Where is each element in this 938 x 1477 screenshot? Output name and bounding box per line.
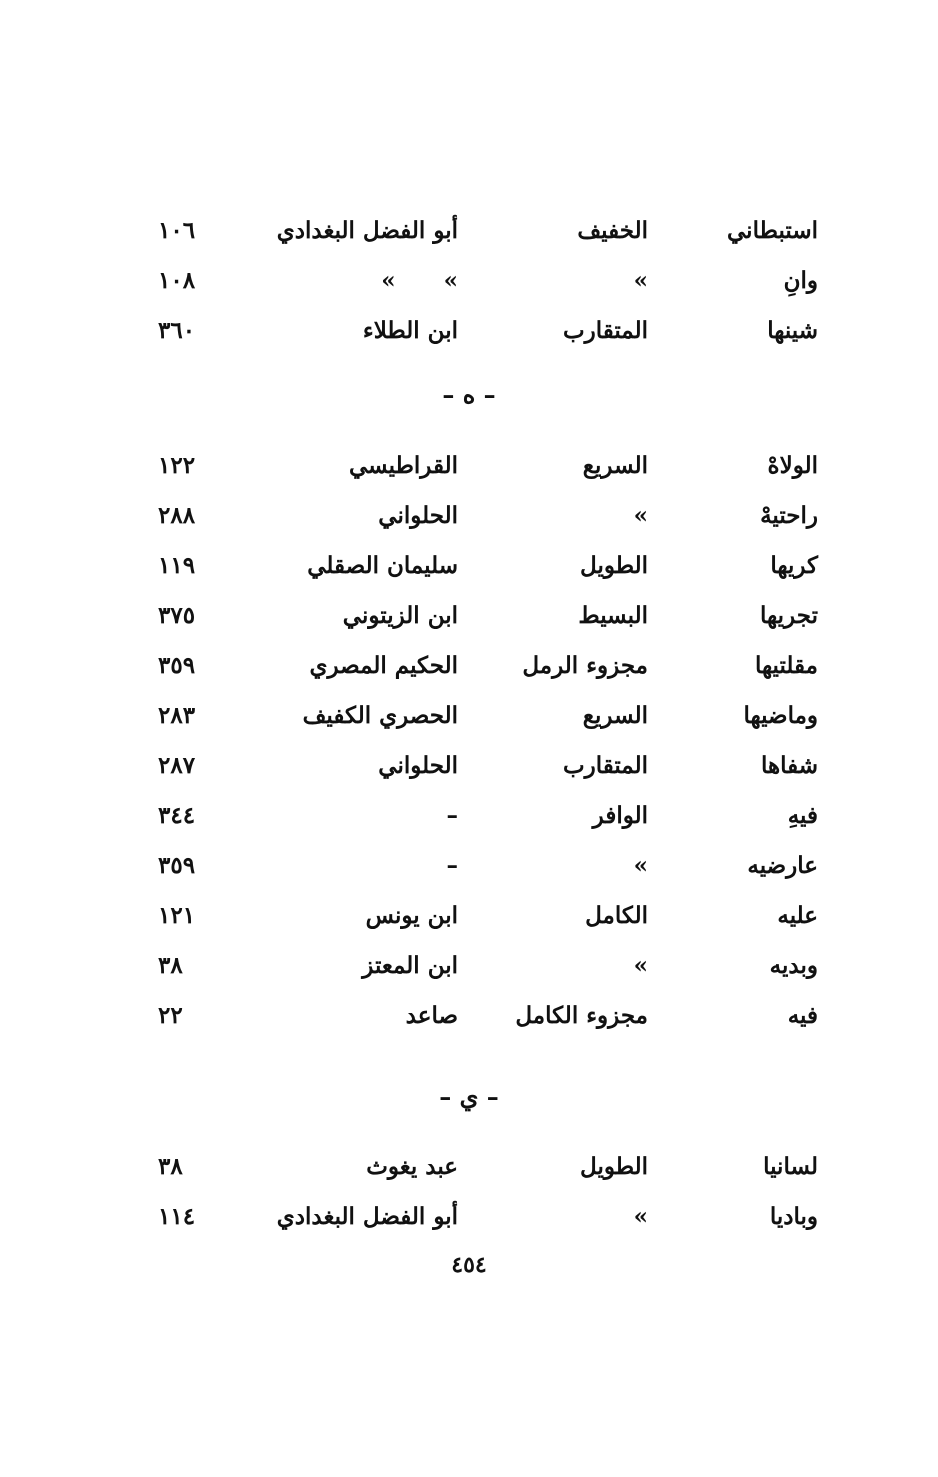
meter: المتقارب <box>562 752 648 779</box>
rhyme-word: عليه <box>777 902 818 929</box>
meter: الطويل <box>580 1153 648 1180</box>
table-row <box>0 306 938 356</box>
poet: ابن الزيتوني <box>342 602 458 629</box>
meter: » <box>633 502 648 529</box>
poet: سليمان الصقلي <box>307 552 458 579</box>
page-ref: ١٠٨ <box>158 267 196 294</box>
index-section-2 <box>0 441 938 1041</box>
poet: ابن الطلاء <box>362 317 458 344</box>
poet: القراطيسي <box>348 452 458 479</box>
table-row <box>0 941 938 991</box>
table-row <box>0 1142 938 1192</box>
meter: الخفيف <box>577 217 648 244</box>
rhyme-word: استبطاني <box>727 217 818 244</box>
poet: الحلواني <box>378 502 458 529</box>
rhyme-word: وانِ <box>783 267 818 294</box>
rhyme-word: فيهِ <box>787 802 818 829</box>
poet: أبو الفضل البغدادي <box>276 217 458 244</box>
page-ref: ١٢٢ <box>158 452 196 479</box>
poet: الحصري الكفيف <box>302 702 458 729</box>
table-row <box>0 441 938 491</box>
rhyme-word: الولاهْ <box>767 452 818 479</box>
rhyme-word: وباديا <box>769 1203 818 1230</box>
table-row <box>0 1192 938 1242</box>
table-row <box>0 841 938 891</box>
meter: مجزوء الكامل <box>515 1002 648 1029</box>
table-row <box>0 591 938 641</box>
page-ref: ٢٨٣ <box>158 702 196 729</box>
table-row <box>0 641 938 691</box>
meter: الوافر <box>592 802 648 829</box>
rhyme-word: لسانيا <box>763 1153 818 1180</box>
rhyme-word: شينها <box>767 317 818 344</box>
section-heading-ha: – ه – <box>442 380 496 409</box>
poet: ابن يونس <box>365 902 458 929</box>
page-ref: ٣٨ <box>158 952 183 979</box>
meter: البسيط <box>578 602 648 629</box>
meter: » <box>633 852 648 879</box>
poet: – <box>446 852 458 879</box>
page-ref: ١١٩ <box>158 552 196 579</box>
page-ref: ٣٦٠ <box>158 317 196 344</box>
meter: السريع <box>582 702 648 729</box>
poet: صاعد <box>405 1002 458 1029</box>
page-ref: ٣٨ <box>158 1153 183 1180</box>
page-ref: ٢٨٨ <box>158 502 196 529</box>
meter: المتقارب <box>562 317 648 344</box>
table-row <box>0 891 938 941</box>
page-ref: ٢٨٧ <box>158 752 196 779</box>
rhyme-word: عارضيه <box>747 852 818 879</box>
rhyme-word: كريها <box>770 552 818 579</box>
page-ref: ٣٥٩ <box>158 652 196 679</box>
table-row <box>0 541 938 591</box>
meter: مجزوء الرمل <box>522 652 648 679</box>
page-ref: ٣٤٤ <box>158 802 196 829</box>
poet: عبد يغوث <box>366 1153 458 1180</box>
poet: » » <box>381 267 458 294</box>
rhyme-word: تجريها <box>760 602 818 629</box>
page-ref: ١١٤ <box>158 1203 196 1230</box>
meter: » <box>633 952 648 979</box>
page-ref: ٣٧٥ <box>158 602 196 629</box>
rhyme-word: مقلتيها <box>754 652 818 679</box>
table-row <box>0 256 938 306</box>
poet: أبو الفضل البغدادي <box>276 1203 458 1230</box>
page-ref: ٣٥٩ <box>158 852 196 879</box>
table-row <box>0 791 938 841</box>
rhyme-word: وبديه <box>769 952 818 979</box>
section-heading-ya: – ي – <box>439 1082 499 1111</box>
table-row <box>0 491 938 541</box>
meter: » <box>633 1203 648 1230</box>
table-row <box>0 991 938 1041</box>
table-row <box>0 206 938 256</box>
meter: » <box>633 267 648 294</box>
table-row <box>0 691 938 741</box>
rhyme-word: راحتيهْ <box>760 502 818 529</box>
rhyme-word: فيه <box>787 1002 818 1029</box>
page-ref: ١٠٦ <box>158 217 196 244</box>
index-section-3 <box>0 1142 938 1242</box>
meter: الطويل <box>580 552 648 579</box>
rhyme-word: شفاها <box>760 752 818 779</box>
page-ref: ١٢١ <box>158 902 196 929</box>
poet: الحلواني <box>378 752 458 779</box>
meter: السريع <box>582 452 648 479</box>
index-section-1 <box>0 206 938 356</box>
page-number: ٤٥٤ <box>451 1252 487 1278</box>
poet: – <box>446 802 458 829</box>
page-ref: ٢٢ <box>158 1002 183 1029</box>
poet: الحكيم المصري <box>309 652 458 679</box>
meter: الكامل <box>585 902 648 929</box>
rhyme-word: وماضيها <box>743 702 818 729</box>
table-row <box>0 741 938 791</box>
poet: ابن المعتز <box>362 952 458 979</box>
